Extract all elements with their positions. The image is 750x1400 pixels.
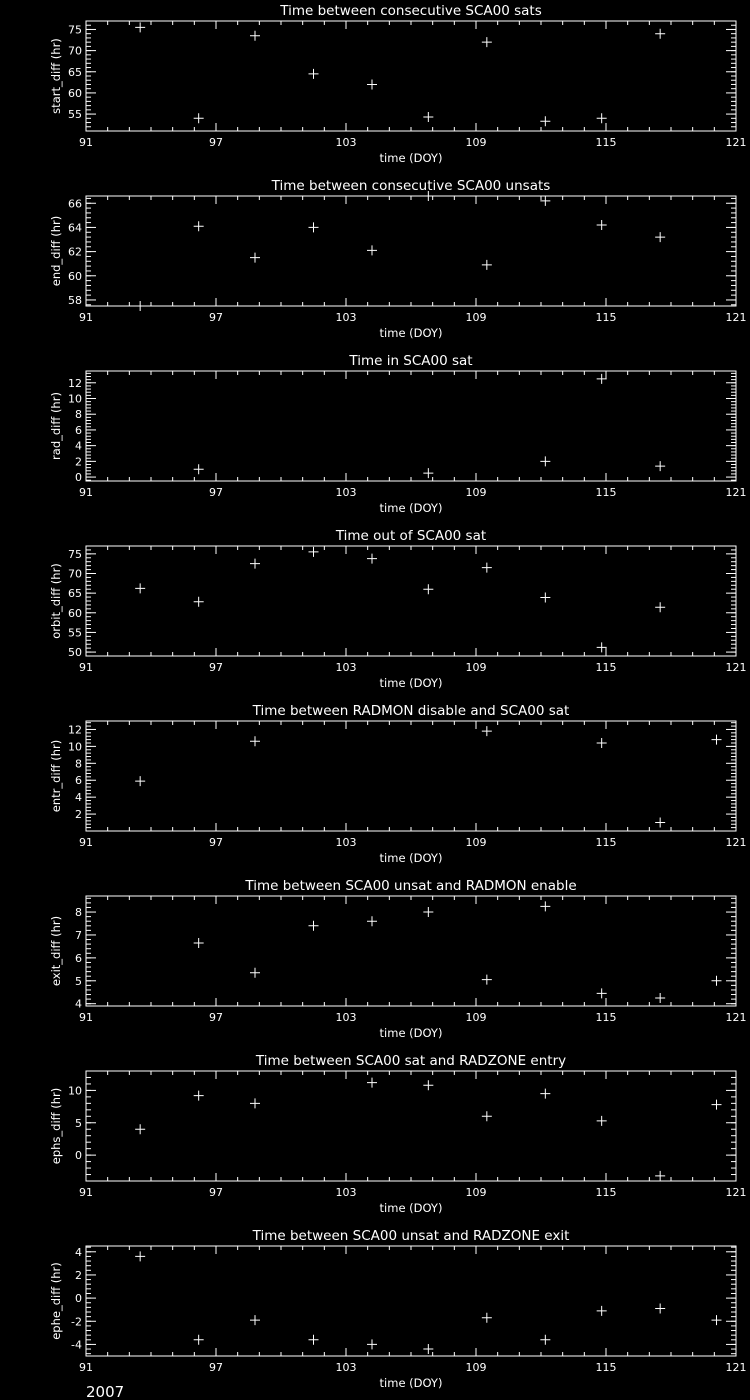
y-tick-label: 62 (68, 245, 82, 259)
x-tick-label: 121 (725, 136, 747, 149)
chart-panel-1 (49, 3, 747, 165)
data-point (309, 222, 319, 232)
y-axis-label: entr_diff (hr) (49, 739, 63, 813)
data-point (712, 735, 722, 745)
y-tick-label: 6 (75, 423, 82, 437)
data-point (135, 1251, 145, 1261)
y-tick-label: 58 (68, 293, 82, 307)
y-tick-label: 2 (75, 455, 82, 469)
y-tick-label: 0 (75, 1149, 82, 1163)
data-point (482, 1111, 492, 1121)
y-tick-label: 2 (75, 1268, 82, 1282)
x-tick-label: 115 (595, 136, 617, 149)
data-point (250, 31, 260, 41)
data-point (250, 968, 260, 978)
x-tick-label: 103 (335, 311, 357, 324)
y-axis-label: rad_diff (hr) (49, 392, 63, 460)
plot-frame (86, 21, 736, 131)
x-tick-label: 97 (209, 311, 223, 324)
y-tick-label: 60 (68, 606, 82, 620)
x-tick-label: 115 (595, 836, 617, 849)
data-point (135, 22, 145, 32)
y-tick-label: 60 (68, 86, 82, 100)
data-point (540, 116, 550, 126)
y-tick-label: 6 (75, 951, 82, 965)
chart-panel-5 (49, 703, 747, 865)
x-tick-label: 97 (209, 136, 223, 149)
y-tick-label: 55 (68, 626, 82, 640)
data-point (194, 1091, 204, 1101)
data-point (597, 374, 607, 384)
x-tick-label: 109 (465, 136, 487, 149)
y-tick-label: 8 (75, 408, 82, 422)
y-tick-label: 0 (75, 471, 82, 485)
year-label: 2007 (86, 1383, 125, 1400)
x-tick-label: 103 (335, 836, 357, 849)
x-tick-label: 109 (465, 836, 487, 849)
data-point (712, 976, 722, 986)
data-point (423, 112, 433, 122)
data-point (309, 1335, 319, 1345)
x-tick-label: 97 (209, 1361, 223, 1374)
x-axis-label: time (DOY) (379, 851, 443, 865)
data-point (423, 468, 433, 478)
data-point (423, 584, 433, 594)
x-tick-label: 91 (79, 661, 93, 674)
x-tick-label: 109 (465, 1361, 487, 1374)
x-tick-label: 97 (209, 836, 223, 849)
data-point (655, 29, 665, 39)
x-tick-label: 121 (725, 661, 747, 674)
data-point (540, 1335, 550, 1345)
chart-panel-7 (49, 1053, 747, 1215)
chart-title: Time between SCA00 sat and RADZONE entry (255, 1053, 567, 1069)
y-tick-label: 10 (68, 740, 82, 754)
x-tick-label: 115 (595, 1361, 617, 1374)
x-tick-label: 109 (465, 486, 487, 499)
y-tick-label: 75 (68, 23, 82, 37)
y-tick-label: -4 (71, 1338, 82, 1352)
x-tick-label: 121 (725, 1186, 747, 1199)
y-tick-label: 12 (68, 376, 82, 390)
y-tick-label: 70 (68, 567, 82, 581)
y-tick-label: 70 (68, 44, 82, 58)
y-tick-label: 7 (75, 928, 82, 942)
x-axis-label: time (DOY) (379, 501, 443, 515)
y-tick-label: 2 (75, 808, 82, 822)
data-point (597, 642, 607, 652)
x-tick-label: 121 (725, 836, 747, 849)
y-axis-label: ephe_diff (hr) (49, 1262, 63, 1340)
data-point (482, 1313, 492, 1323)
y-tick-label: 12 (68, 723, 82, 737)
y-axis-label: orbit_diff (hr) (49, 563, 63, 639)
data-point (309, 921, 319, 931)
chart-panel-3 (49, 353, 747, 515)
data-point (194, 938, 204, 948)
data-point (540, 592, 550, 602)
data-point (482, 975, 492, 985)
data-point (135, 1124, 145, 1134)
data-point (655, 602, 665, 612)
data-point (655, 232, 665, 242)
chart-title: Time between SCA00 unsat and RADZONE exit (252, 1228, 570, 1244)
y-tick-label: 5 (75, 974, 82, 988)
y-tick-label: 10 (68, 1084, 82, 1098)
y-tick-label: 4 (75, 791, 82, 805)
x-tick-label: 91 (79, 136, 93, 149)
data-point (423, 1080, 433, 1090)
x-tick-label: 109 (465, 1186, 487, 1199)
x-tick-label: 91 (79, 311, 93, 324)
x-tick-label: 109 (465, 311, 487, 324)
x-tick-label: 103 (335, 136, 357, 149)
x-tick-label: 91 (79, 1011, 93, 1024)
plot-frame (86, 896, 736, 1006)
y-tick-label: 65 (68, 587, 82, 601)
plot-frame (86, 196, 736, 306)
data-point (540, 1089, 550, 1099)
y-tick-label: 50 (68, 646, 82, 660)
x-tick-label: 115 (595, 1186, 617, 1199)
x-axis-label: time (DOY) (379, 1026, 443, 1040)
plot-frame (86, 371, 736, 481)
data-point (655, 1171, 665, 1181)
x-tick-label: 97 (209, 1011, 223, 1024)
data-point (309, 69, 319, 79)
data-point (540, 901, 550, 911)
y-tick-label: 75 (68, 547, 82, 561)
x-tick-label: 121 (725, 311, 747, 324)
x-tick-label: 121 (725, 1011, 747, 1024)
x-axis-label: time (DOY) (379, 151, 443, 165)
y-axis-label: ephs_diff (hr) (49, 1087, 63, 1165)
data-point (712, 1315, 722, 1325)
x-tick-label: 91 (79, 486, 93, 499)
data-point (250, 736, 260, 746)
y-tick-label: 4 (75, 997, 82, 1011)
data-point (250, 559, 260, 569)
data-point (250, 253, 260, 263)
x-tick-label: 91 (79, 836, 93, 849)
x-axis-label: time (DOY) (379, 676, 443, 690)
data-point (309, 547, 319, 557)
data-point (367, 79, 377, 89)
y-tick-label: 4 (75, 439, 82, 453)
plot-frame (86, 1246, 736, 1356)
data-point (135, 301, 145, 311)
data-point (482, 563, 492, 573)
x-tick-label: 103 (335, 661, 357, 674)
y-tick-label: 6 (75, 774, 82, 788)
data-point (597, 1116, 607, 1126)
plot-frame (86, 546, 736, 656)
data-point (540, 196, 550, 206)
x-tick-label: 121 (725, 1361, 747, 1374)
data-point (367, 554, 377, 564)
chart-panel-2 (49, 178, 747, 340)
chart-panel-8 (49, 1228, 747, 1390)
plot-frame (86, 1071, 736, 1181)
chart-title: Time between SCA00 unsat and RADMON enable (245, 878, 577, 894)
data-point (597, 988, 607, 998)
data-point (194, 1335, 204, 1345)
data-point (655, 1304, 665, 1314)
y-tick-label: -2 (71, 1315, 82, 1329)
data-point (250, 1315, 260, 1325)
chart-title: Time between consecutive SCA00 sats (280, 3, 542, 19)
x-axis-label: time (DOY) (379, 326, 443, 340)
x-tick-label: 103 (335, 1011, 357, 1024)
y-tick-label: 5 (75, 1116, 82, 1130)
y-tick-label: 8 (75, 906, 82, 920)
data-point (423, 1344, 433, 1354)
data-point (655, 818, 665, 828)
x-tick-label: 97 (209, 661, 223, 674)
data-point (367, 1339, 377, 1349)
data-point (194, 113, 204, 123)
data-point (712, 1100, 722, 1110)
y-tick-label: 8 (75, 757, 82, 771)
x-tick-label: 115 (595, 661, 617, 674)
data-point (655, 461, 665, 471)
x-tick-label: 115 (595, 486, 617, 499)
y-tick-label: 55 (68, 108, 82, 122)
data-point (194, 464, 204, 474)
x-tick-label: 97 (209, 486, 223, 499)
data-point (194, 221, 204, 231)
x-tick-label: 103 (335, 1361, 357, 1374)
data-point (597, 220, 607, 230)
y-tick-label: 66 (68, 197, 82, 211)
data-point (135, 583, 145, 593)
x-tick-label: 91 (79, 1361, 93, 1374)
x-tick-label: 115 (595, 1011, 617, 1024)
x-tick-label: 109 (465, 1011, 487, 1024)
data-point (540, 456, 550, 466)
y-tick-label: 64 (68, 221, 82, 235)
plot-frame (86, 721, 736, 831)
data-point (482, 726, 492, 736)
y-tick-label: 65 (68, 65, 82, 79)
data-point (597, 738, 607, 748)
data-point (597, 1306, 607, 1316)
chart-title: Time between consecutive SCA00 unsats (271, 178, 551, 194)
x-tick-label: 115 (595, 311, 617, 324)
y-tick-label: 0 (75, 1292, 82, 1306)
data-point (482, 37, 492, 47)
x-tick-label: 109 (465, 661, 487, 674)
x-tick-label: 121 (725, 486, 747, 499)
data-point (135, 776, 145, 786)
y-axis-label: end_diff (hr) (49, 215, 63, 287)
data-point (250, 1098, 260, 1108)
x-tick-label: 97 (209, 1186, 223, 1199)
chart-panel-6 (49, 878, 747, 1040)
y-tick-label: 60 (68, 269, 82, 283)
x-tick-label: 103 (335, 486, 357, 499)
x-tick-label: 103 (335, 1186, 357, 1199)
data-point (367, 245, 377, 255)
y-axis-label: exit_diff (hr) (49, 915, 63, 987)
data-point (367, 1078, 377, 1088)
chart-title: Time between RADMON disable and SCA00 sat (252, 703, 570, 719)
data-point (655, 993, 665, 1003)
x-axis-label: time (DOY) (379, 1201, 443, 1215)
x-axis-label: time (DOY) (379, 1376, 443, 1390)
data-point (482, 260, 492, 270)
x-tick-label: 91 (79, 1186, 93, 1199)
y-tick-label: 4 (75, 1245, 82, 1259)
data-point (194, 597, 204, 607)
chart-panel-4 (49, 528, 747, 690)
data-point (367, 916, 377, 926)
data-point (597, 113, 607, 123)
y-tick-label: 10 (68, 392, 82, 406)
chart-title: Time in SCA00 sat (349, 353, 473, 369)
y-axis-label: start_diff (hr) (49, 38, 63, 114)
data-point (423, 907, 433, 917)
chart-title: Time out of SCA00 sat (335, 528, 487, 544)
